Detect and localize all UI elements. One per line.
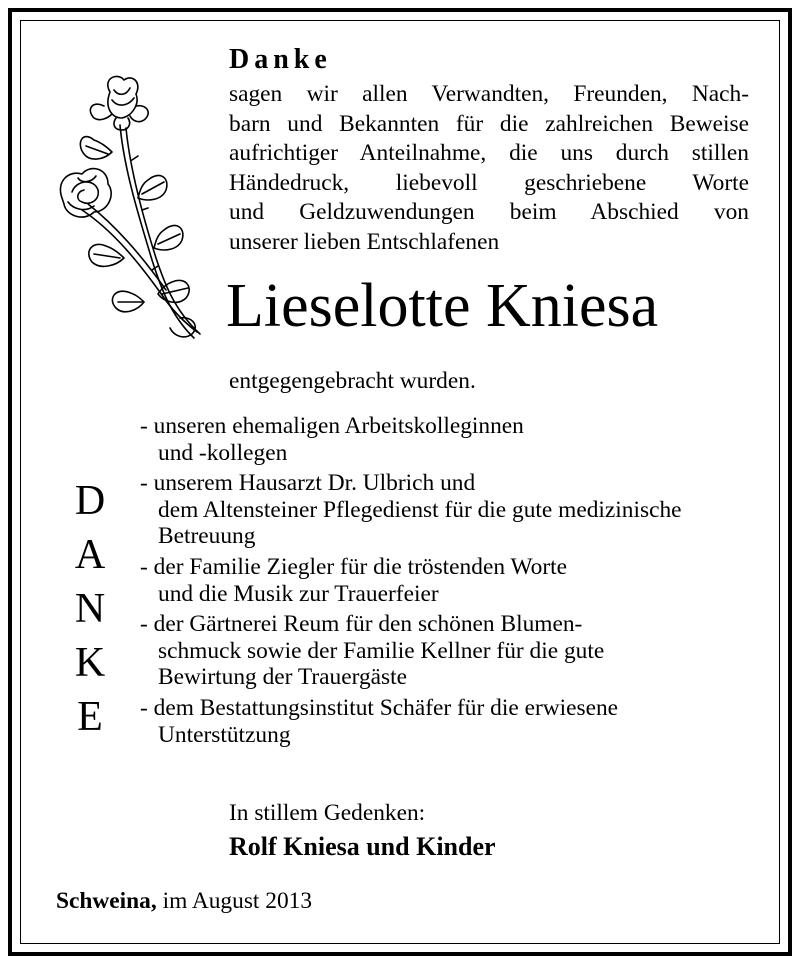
thanks-line: dem Altensteiner Pflegedienst für die gute medizinische — [158, 496, 682, 523]
intro-line: sagen wir allen Verwandten, Freunden, Nach- — [229, 81, 749, 107]
notice-title: Danke — [229, 44, 332, 75]
place: Schweina, — [56, 888, 157, 914]
intro-line: und Geldzuwendungen beim Abschied von — [229, 199, 749, 226]
thanks-list — [140, 413, 760, 752]
thanks-item — [140, 695, 760, 748]
rendered-text: entgegengebracht wurden. — [229, 368, 476, 394]
thanks-line: - der Gärtnerei Reum für den schönen Blumen- — [140, 611, 583, 638]
memorial-text: In stillem Gedenken: — [229, 800, 426, 826]
vertical-letter: N — [74, 586, 106, 632]
vertical-danke — [62, 474, 118, 744]
signatories: Rolf Kniesa und Kinder — [229, 832, 496, 861]
vertical-letter: A — [74, 532, 106, 578]
rose-branch-icon — [52, 70, 212, 345]
vertical-letter: K — [74, 640, 106, 686]
deceased-name: Lieselotte Kniesa — [226, 272, 659, 340]
thanks-line: - unserem Hausarzt Dr. Ulbrich und — [140, 470, 476, 497]
thanks-line: Unterstützung — [158, 721, 291, 748]
vertical-letter: D — [74, 478, 106, 524]
intro-line: aufrichtiger Anteilnahme, die uns durch stillen — [229, 140, 749, 167]
intro-paragraph — [229, 80, 749, 258]
intro-line: Händedruck, liebevoll geschriebene Worte — [229, 169, 749, 196]
thanks-line: und die Musik zur Trauerfeier — [158, 580, 439, 607]
place-date — [56, 886, 312, 916]
thanks-line: - der Familie Ziegler für die tröstenden Worte — [140, 553, 568, 580]
thanks-line: Betreuung — [158, 523, 256, 550]
thanks-item — [140, 554, 760, 607]
thanks-item — [140, 413, 760, 466]
thanks-item — [140, 611, 760, 691]
date: im August 2013 — [162, 888, 313, 914]
thanks-line: schmuck sowie der Familie Kellner für die gute — [158, 637, 605, 664]
thanks-line: - unseren ehemaligen Arbeitskolleginnen — [140, 413, 524, 439]
thanks-item — [140, 470, 760, 550]
thanks-line: Bewirtung der Trauergäste — [158, 664, 408, 691]
intro-line: barn und Bekannten für die zahlreichen Beweise — [229, 110, 749, 137]
thanks-line: und -kollegen — [158, 439, 288, 466]
thanks-line: - dem Bestattungsinstitut Schäfer für die erwiesene — [140, 694, 619, 721]
vertical-letter: E — [77, 694, 103, 740]
intro-line: unserer lieben Entschlafenen — [229, 228, 500, 255]
